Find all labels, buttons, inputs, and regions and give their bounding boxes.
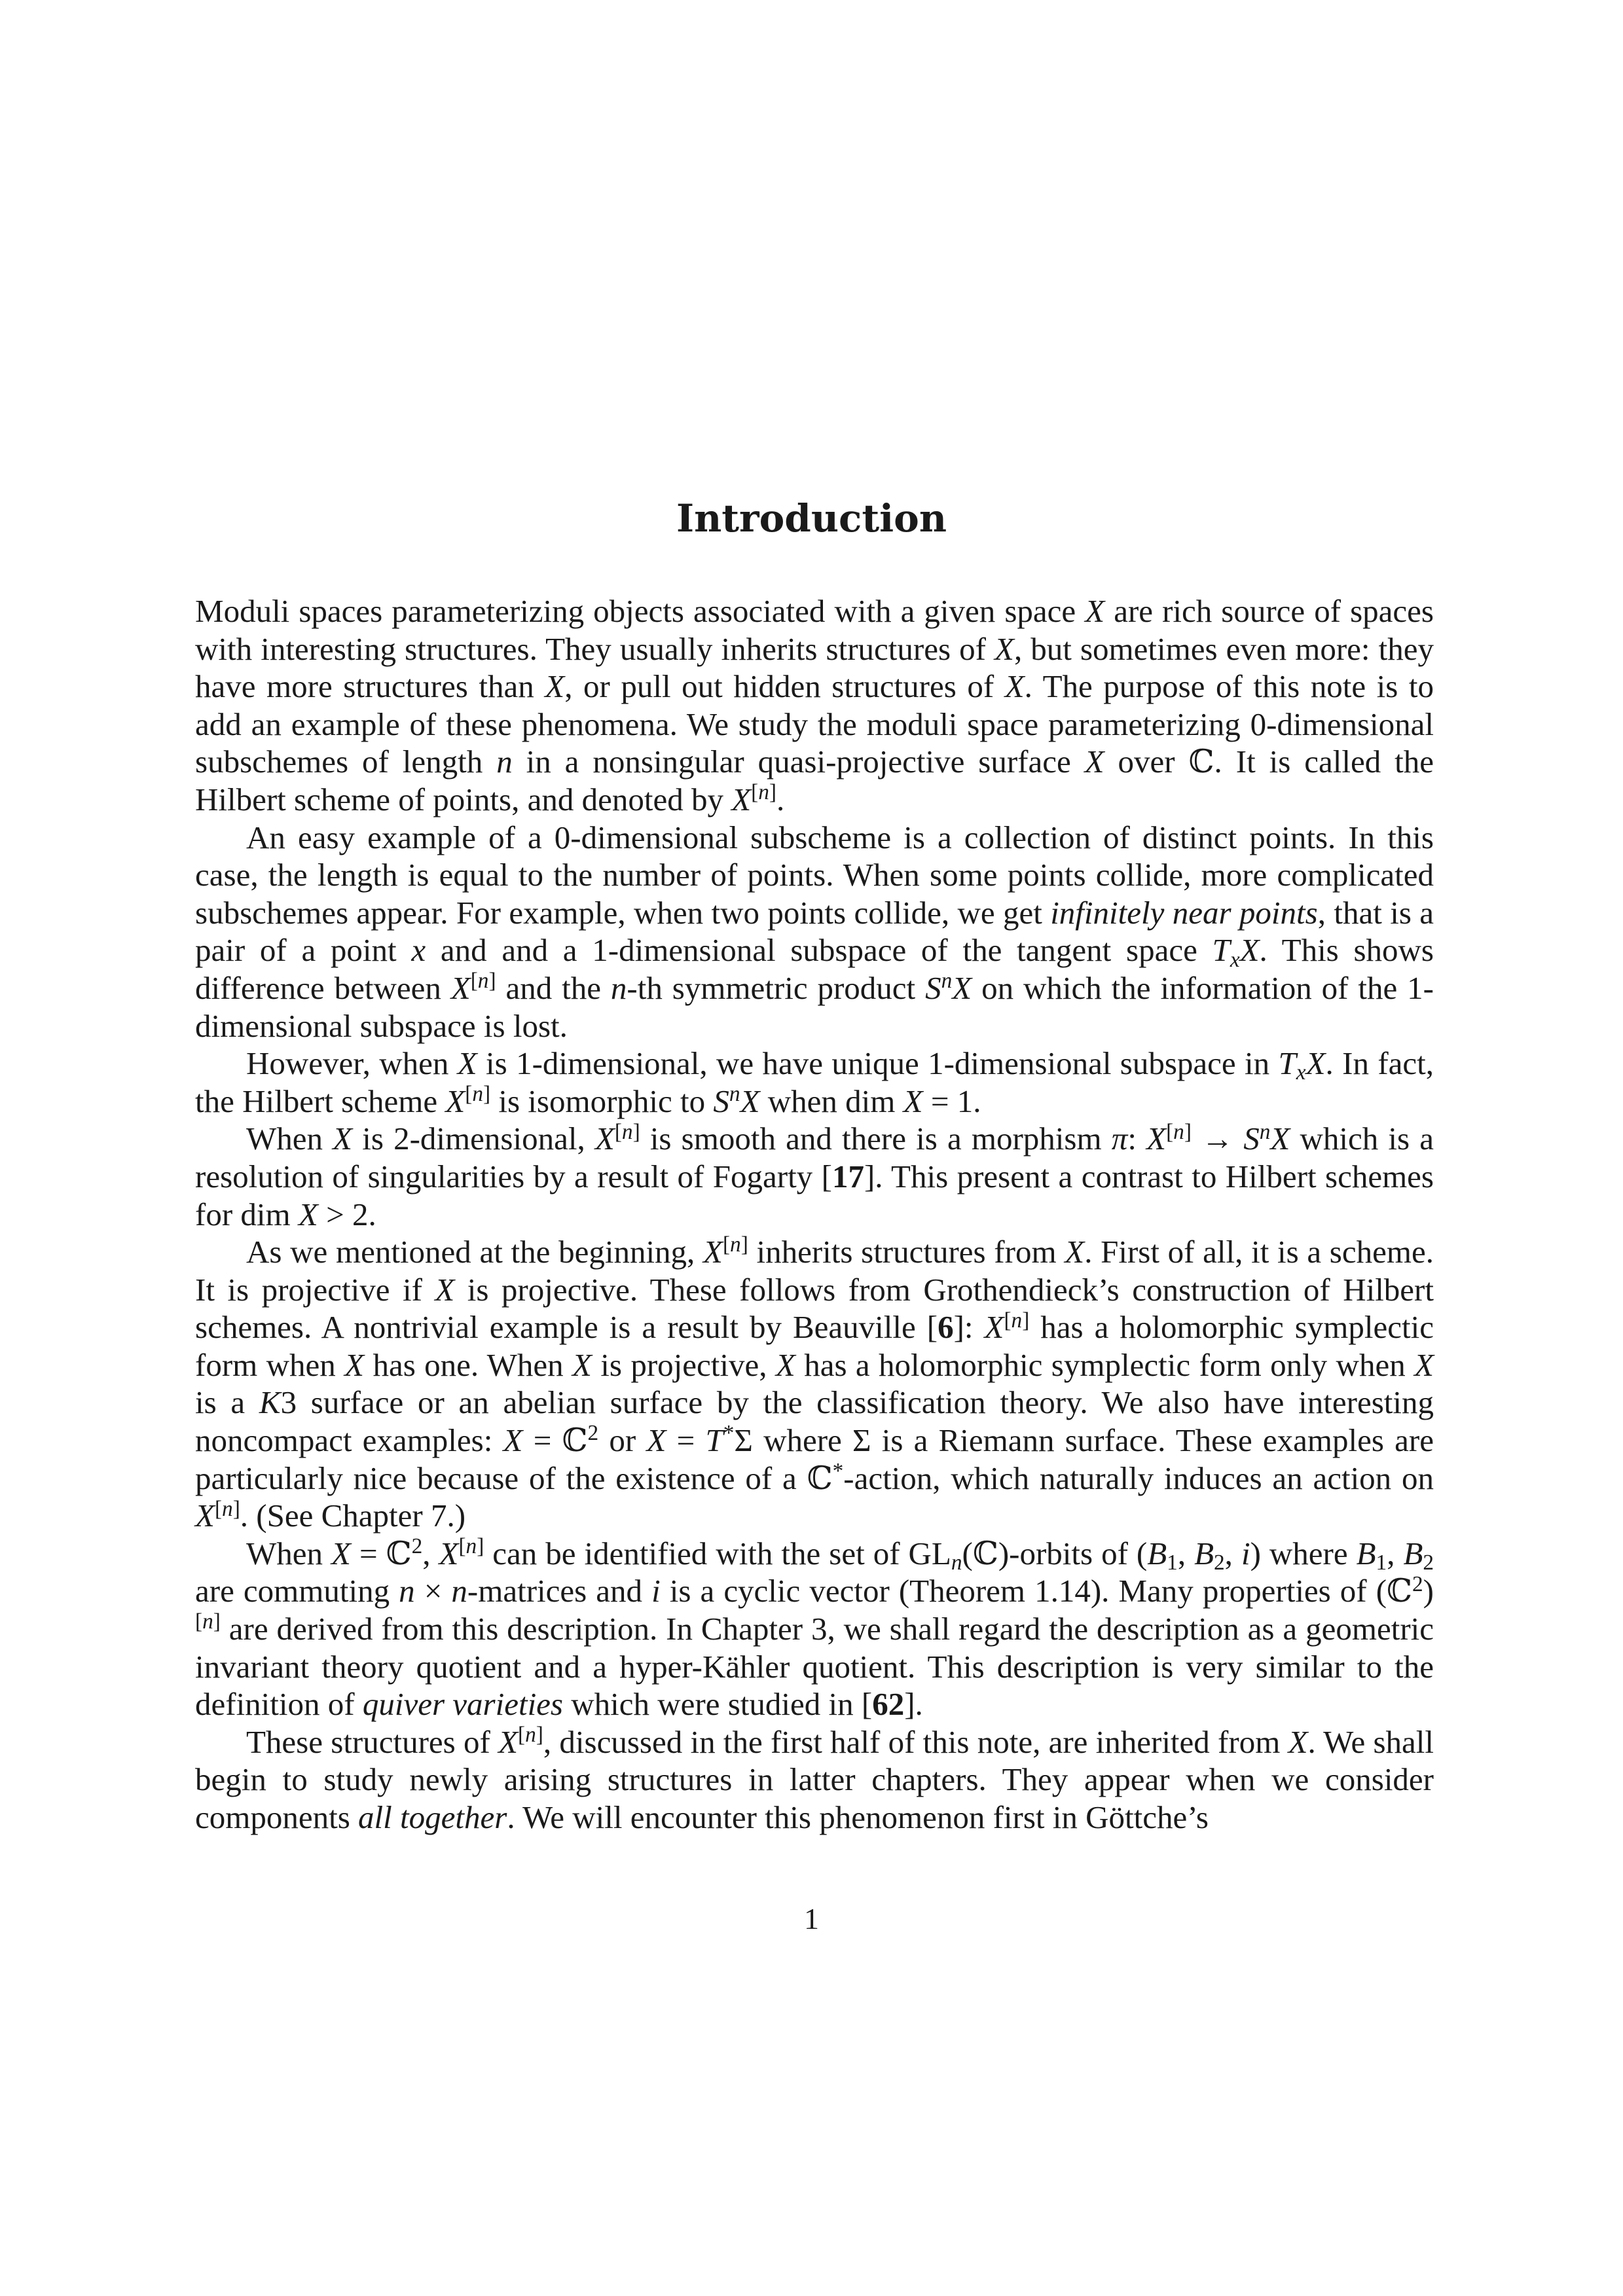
paragraph: When X = ℂ$^2$, X[n] can be identified with the set of $GL_n(ℂ)$-orbits of ($B_1$, $B_2$, i) where $B_1$, $B_2$ are commuting n × n-matrices and i is a cyclic vector (Theorem 1.14). Many properties of (ℂ$^2$)[n] are derived from this description. In Chapter 3, we shall regard the description as a geometric invariant theory quotient and a hyper-Kähler quotient. This description is very similar to the definition of quiver varieties which were studied in [62]. <box>195 1534 1434 1723</box>
page-title: Introduction <box>676 496 947 541</box>
page-number: 1 <box>804 1902 819 1935</box>
body-text <box>195 592 1434 1837</box>
paragraph: When X is 2-dimensional, X[n] is smooth and there is a morphism π: $X[n] \to S^nX$ which is a resolution of singularities by a result of Fogarty [17]. This present a contrast to Hilbert schemes for dim X > 2. <box>195 1119 1434 1232</box>
paragraph: As we mentioned at the beginning, X[n] inherits structures from X. First of all, it is a scheme. It is projective if X is projective. These follows from Grothendieck’s construction of Hilbert schemes. A nontrivial example is a result by Beauville [6]: X[n] has a holomorphic symplectic form when X has one. When X is projective, X has a holomorphic symplectic form only when X is a K3 surface or an abelian surface by the classification theory. We also have interesting noncompact examples: X = ℂ$^2$ or X = T*Σ where Σ is a Riemann surface. These examples are particularly nice because of the existence of a ℂ*-action, which naturally induces an action on X[n]. (See Chapter 7.) <box>195 1232 1434 1534</box>
paragraph: An easy example of a 0-dimensional subscheme is a collection of distinct points. In this case, the length is equal to the number of points. When some points collide, more complicated subschemes appear. For example, when two points collide, we get infinitely near points, that is a pair of a point x and and a 1-dimensional subspace of the tangent space $T_xX$. This shows difference between X[n] and the n-th symmetric product $S^nX$ on which the information of the 1-dimensional subspace is lost. <box>195 819 1434 1044</box>
paragraph: These structures of X[n], discussed in the first half of this note, are inherited from X. We shall begin to study newly arising structures in latter chapters. They appear when we consider components all together. We will encounter this phenomenon first in Göttche’s <box>195 1723 1434 1835</box>
paragraph: Moduli spaces parameterizing objects associated with a given space X are rich source of spaces with interesting structures. They usually inherits structures of X, but sometimes even more: they have more structures than X, or pull out hidden structures of X. The purpose of this note is to add an example of these phenomena. We study the moduli space parameterizing 0-dimensional subschemes of length n in a nonsingular quasi-projective surface X over ℂ. It is called the Hilbert scheme of points, and denoted by X[n]. <box>195 593 1434 817</box>
paragraph: However, when X is 1-dimensional, we have unique 1-dimensional subspace in $T_xX$. In fact, the Hilbert scheme X[n] is isomorphic to $S^nX$ when dim X = 1. <box>195 1045 1434 1119</box>
